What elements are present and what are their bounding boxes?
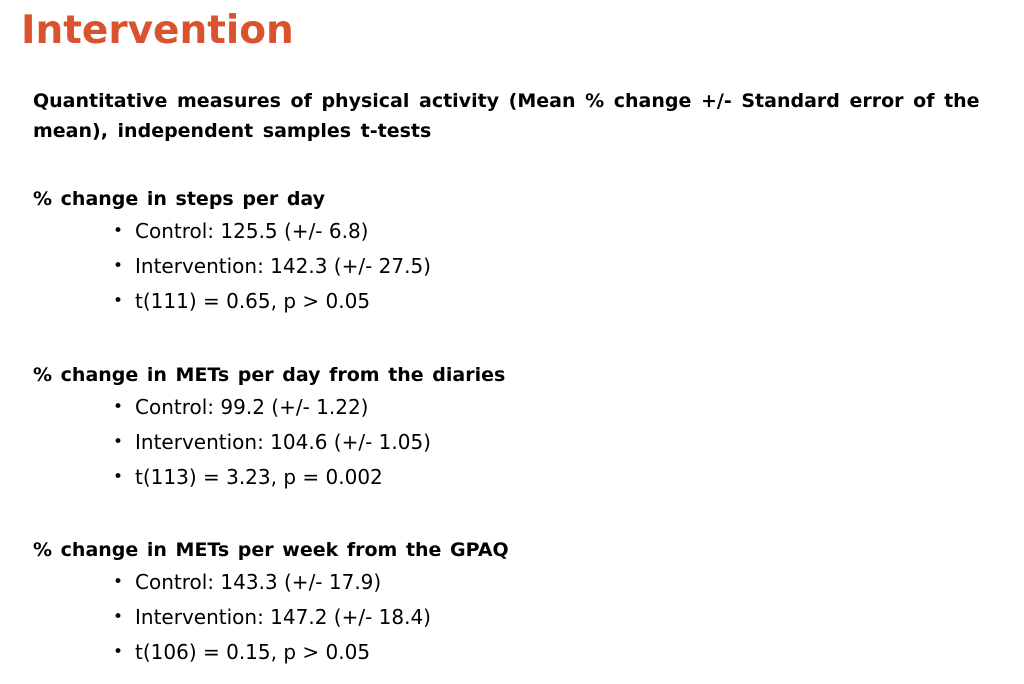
bullet-text: t(111) = 0.65, p > 0.05 (135, 289, 371, 313)
bullet-item-ttest (33, 284, 973, 319)
bullet-icon: • (113, 467, 124, 487)
bullet-item-control (33, 565, 973, 600)
bullet-text: Intervention: 104.6 (+/- 1.05) (135, 430, 431, 454)
section-mets-diaries (33, 360, 973, 495)
bullet-item-control (33, 214, 973, 249)
bullet-icon: • (113, 221, 124, 241)
bullet-item-intervention (33, 600, 973, 635)
bullet-list (33, 390, 973, 495)
slide-title: Intervention (21, 8, 294, 53)
bullet-item-ttest (33, 635, 973, 670)
section-steps (33, 184, 973, 319)
bullet-text: Intervention: 147.2 (+/- 18.4) (135, 605, 431, 629)
bullet-icon: • (113, 397, 124, 417)
section-heading: % change in steps per day (33, 188, 326, 210)
bullet-icon: • (113, 432, 124, 452)
bullet-text: t(106) = 0.15, p > 0.05 (135, 640, 371, 664)
bullet-icon: • (113, 256, 124, 276)
bullet-item-intervention (33, 425, 973, 460)
bullet-item-intervention (33, 249, 973, 284)
bullet-item-control (33, 390, 973, 425)
bullet-icon: • (113, 291, 124, 311)
bullet-list (33, 565, 973, 670)
bullet-list (33, 214, 973, 319)
bullet-text: Control: 125.5 (+/- 6.8) (135, 219, 369, 243)
bullet-text: t(113) = 3.23, p = 0.002 (135, 465, 383, 489)
section-mets-gpaq (33, 535, 973, 670)
bullet-text: Control: 143.3 (+/- 17.9) (135, 570, 382, 594)
bullet-icon: • (113, 642, 124, 662)
bullet-item-ttest (33, 460, 973, 495)
section-heading: % change in METs per week from the GPAQ (33, 539, 509, 561)
bullet-text: Intervention: 142.3 (+/- 27.5) (135, 254, 431, 278)
section-heading: % change in METs per day from the diaries (33, 364, 506, 386)
bullet-text: Control: 99.2 (+/- 1.22) (135, 395, 369, 419)
bullet-icon: • (113, 607, 124, 627)
slide-subtitle: Quantitative measures of physical activity (Mean % change +/- Standard error of the mean), independent samples t-tests (33, 90, 980, 142)
bullet-icon: • (113, 572, 124, 592)
